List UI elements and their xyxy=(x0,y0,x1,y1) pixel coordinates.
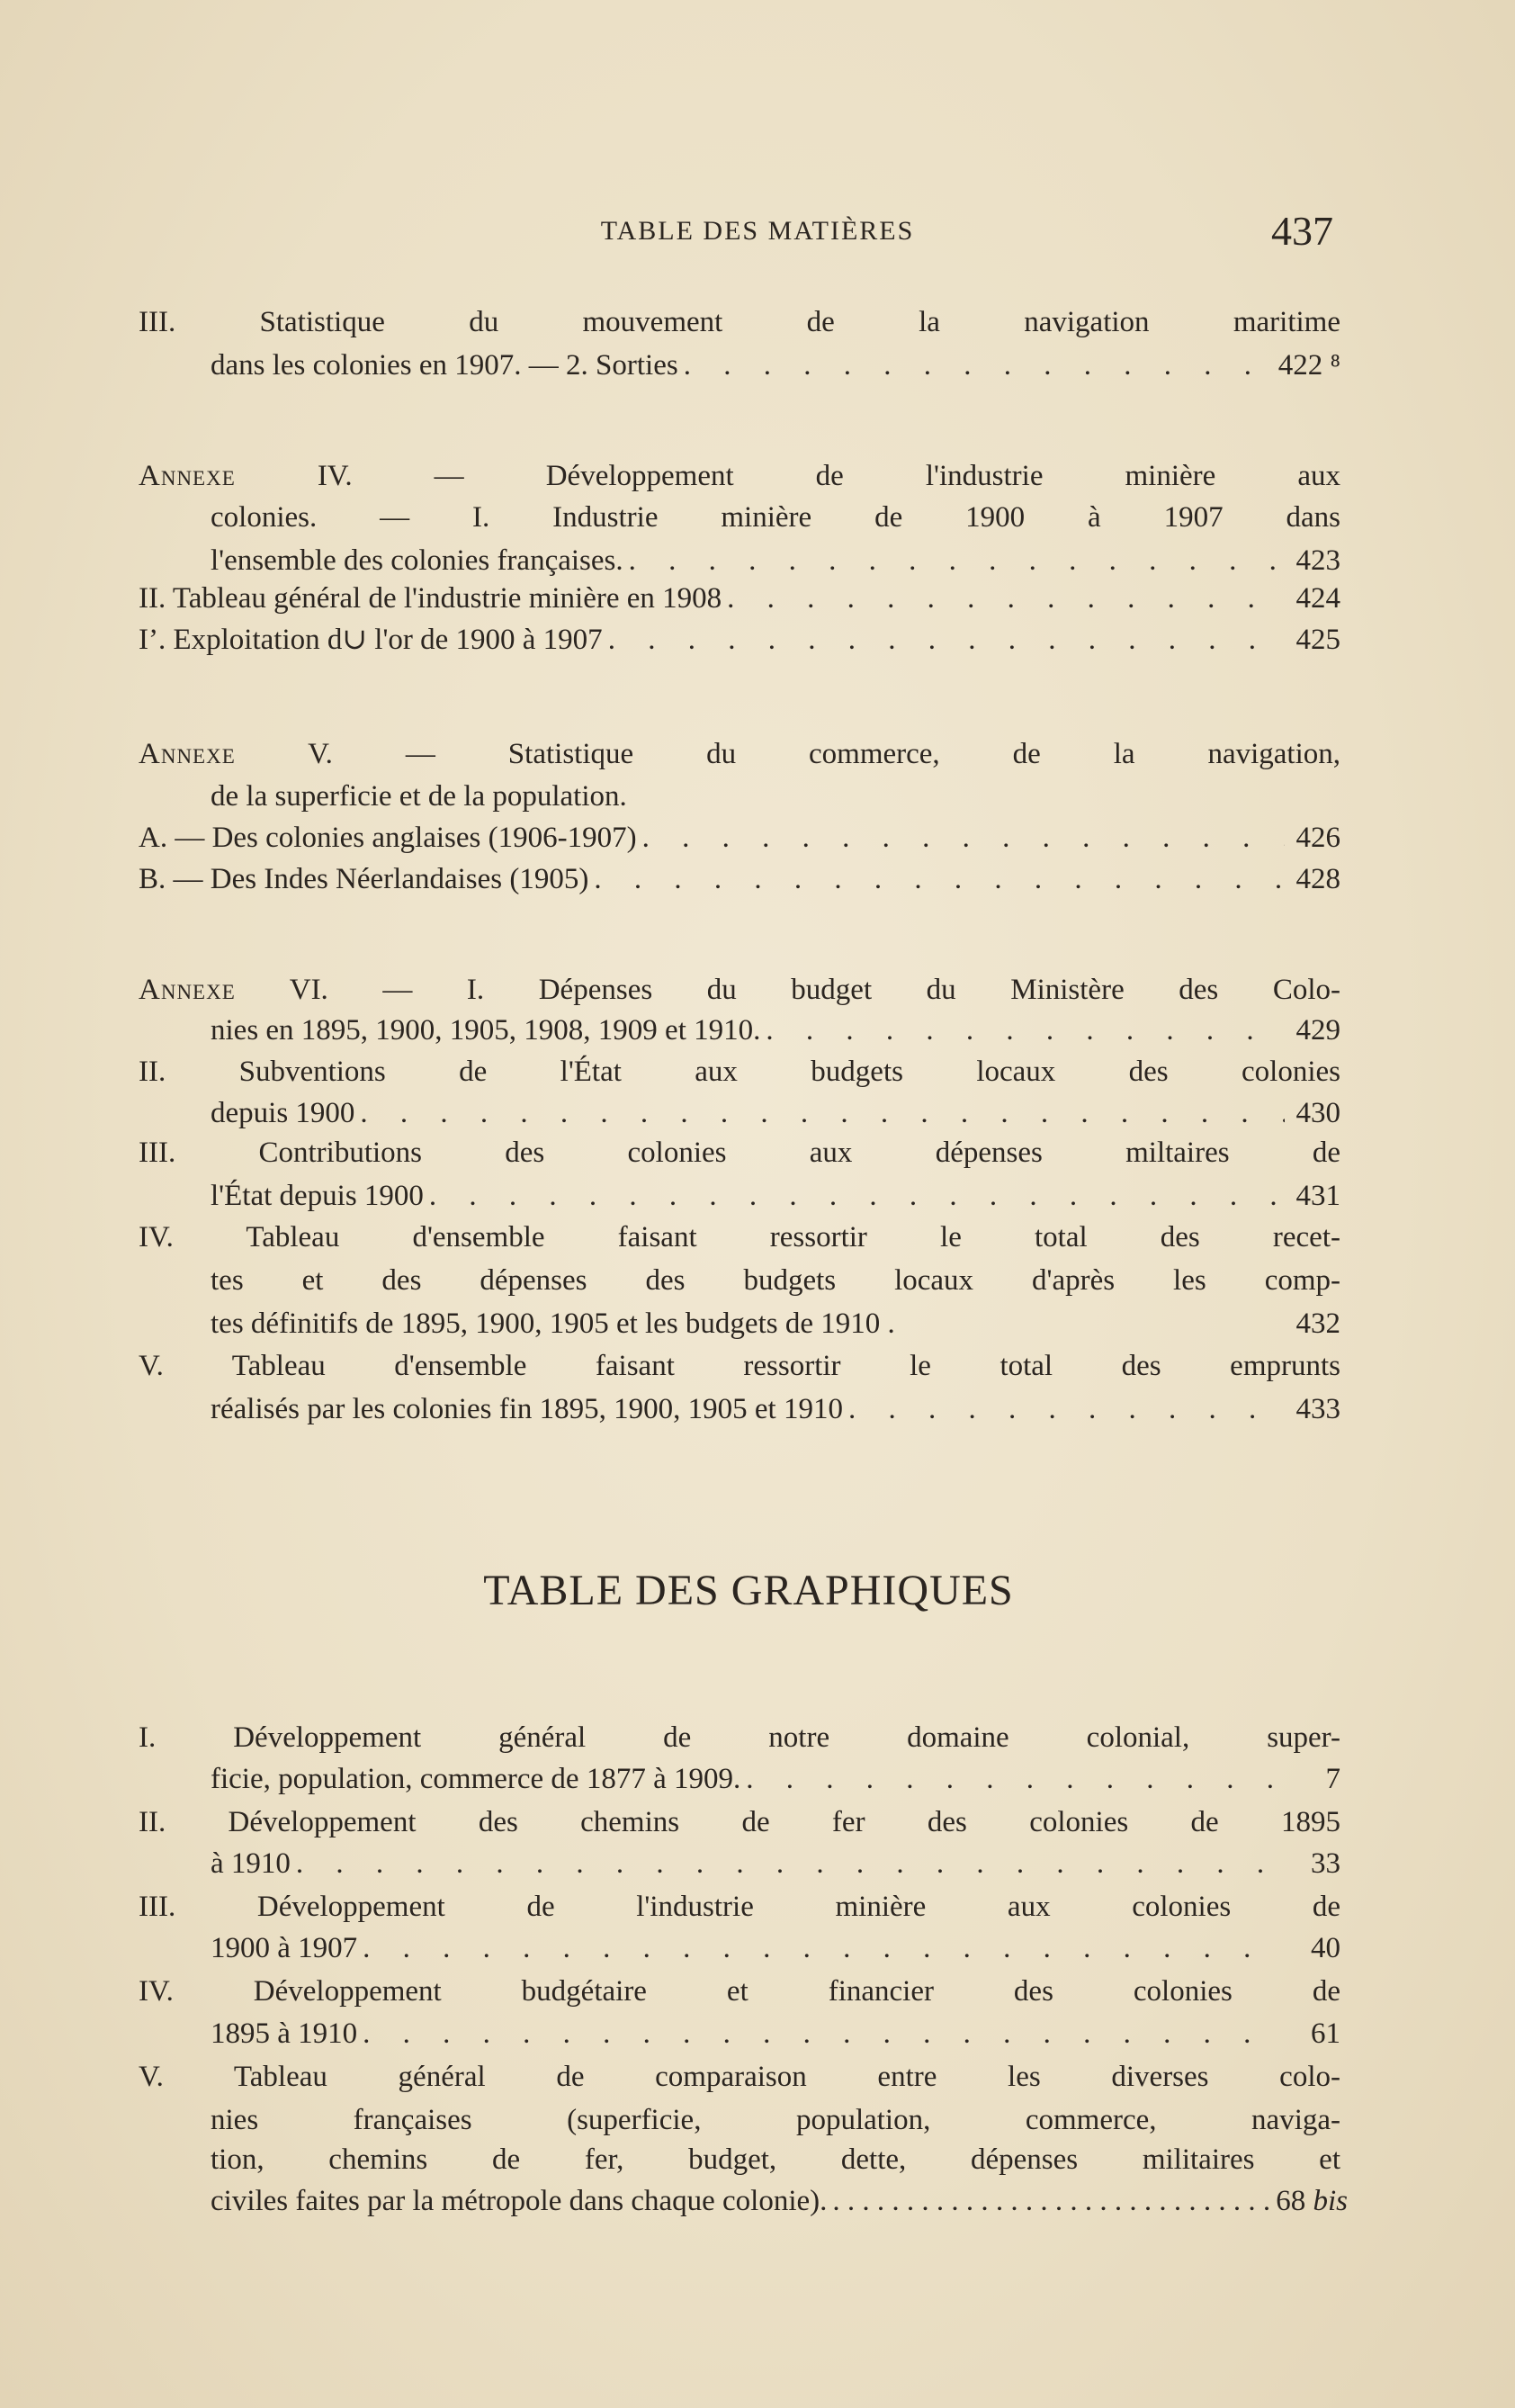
section-heading: TABLE DES GRAPHIQUES xyxy=(483,1567,1014,1614)
toc-entry xyxy=(211,1095,1340,1131)
dot-leader xyxy=(848,1391,1285,1427)
toc-line: nies françaises (superficie, population, commerce, naviga- xyxy=(211,2104,1340,2136)
toc-line: de la superficie et de la population. xyxy=(211,780,627,813)
toc-text: V. — Statistique du commerce, de la navigation, xyxy=(308,738,1340,770)
toc-page: 61 xyxy=(1311,2017,1340,2050)
toc-line: II. Subventions de l'État aux budgets locaux des colonies xyxy=(139,1056,1340,1088)
toc-text: II. Tableau général de l'industrie minière en 1908 xyxy=(139,582,722,615)
dot-leader xyxy=(360,1095,1285,1131)
toc-page: 422 ⁸ xyxy=(1277,349,1340,382)
toc-entry xyxy=(139,622,1340,658)
toc-text: I’. Exploitation d∪ l'or de 1900 à 1907 xyxy=(139,624,603,656)
toc-page: 429 xyxy=(1295,1014,1340,1047)
running-header: TABLE DES MATIÈRES xyxy=(600,216,915,246)
toc-text: depuis 1900 xyxy=(211,1097,355,1129)
toc-text: à 1910 xyxy=(211,1847,291,1880)
toc-entry xyxy=(211,1761,1340,1797)
toc-page: 7 xyxy=(1325,1763,1340,1795)
dot-leader xyxy=(642,820,1285,856)
toc-line: IV. Tableau d'ensemble faisant ressortir le total des recet- xyxy=(139,1221,1340,1253)
annexe-label: Annexe xyxy=(139,738,236,770)
toc-entry xyxy=(211,1012,1340,1048)
toc-line xyxy=(139,458,1340,494)
dot-leader xyxy=(296,1846,1285,1882)
toc-line: II. Développement des chemins de fer des colonies de 1895 xyxy=(139,1806,1340,1838)
dot-leader xyxy=(363,1930,1285,1966)
dot-leader xyxy=(727,580,1285,616)
dot-leader xyxy=(684,347,1273,383)
toc-line: V. Tableau général de comparaison entre les diverses colo- xyxy=(139,2061,1340,2093)
toc-text: B. — Des Indes Néerlandaises (1905) xyxy=(139,863,589,895)
toc-entry xyxy=(211,2183,1348,2219)
toc-entry xyxy=(211,1178,1340,1214)
toc-entry xyxy=(139,861,1340,897)
toc-line: tes et des dépenses des budgets locaux d'après les comp- xyxy=(211,1264,1340,1297)
dot-leader xyxy=(766,1012,1285,1048)
dot-leader xyxy=(746,1761,1285,1797)
toc-page: 430 xyxy=(1295,1097,1340,1129)
toc-entry xyxy=(211,1391,1340,1427)
toc-text: ficie, population, commerce de 1877 à 1909. xyxy=(211,1763,741,1795)
toc-text: dans les colonies en 1907. — 2. Sorties xyxy=(211,349,678,382)
toc-text: l'État depuis 1900 xyxy=(211,1180,424,1212)
toc-text: civiles faites par la métropole dans chaque colonie). xyxy=(211,2185,828,2217)
toc-entry xyxy=(211,1306,1340,1342)
toc-line: I. Développement général de notre domaine colonial, super- xyxy=(139,1721,1340,1754)
toc-text: l'ensemble des colonies françaises. xyxy=(211,544,623,577)
dot-leader xyxy=(608,622,1285,658)
toc-line xyxy=(139,972,1340,1008)
toc-entry xyxy=(211,2016,1340,2052)
toc-page: 33 xyxy=(1311,1847,1340,1880)
toc-entry xyxy=(139,580,1340,616)
annexe-label: Annexe xyxy=(139,460,236,492)
toc-entry xyxy=(211,1846,1340,1882)
toc-page: 431 xyxy=(1295,1180,1340,1212)
toc-line: III. Statistique du mouvement de la navigation maritime xyxy=(139,306,1340,338)
toc-entry xyxy=(211,347,1340,383)
toc-page xyxy=(1276,2183,1348,2219)
dot-leader xyxy=(429,1178,1285,1214)
page-number-value: 68 xyxy=(1276,2185,1306,2217)
toc-page: 425 xyxy=(1295,624,1340,656)
toc-page: 40 xyxy=(1311,1932,1340,1964)
toc-page: 426 xyxy=(1295,822,1340,854)
toc-text: A. — Des colonies anglaises (1906-1907) xyxy=(139,822,637,854)
toc-entry xyxy=(211,543,1340,579)
page-number: 437 xyxy=(1271,208,1333,254)
toc-page: 423 xyxy=(1295,544,1340,577)
toc-entry xyxy=(139,820,1340,856)
toc-line: III. Développement de l'industrie minière aux colonies de xyxy=(139,1891,1340,1923)
dot-leader xyxy=(629,543,1285,579)
toc-line: tion, chemins de fer, budget, dette, dépenses militaires et xyxy=(211,2143,1340,2176)
toc-text: réalisés par les colonies fin 1895, 1900, 1905 et 1910 xyxy=(211,1393,843,1425)
toc-line: V. Tableau d'ensemble faisant ressortir le total des emprunts xyxy=(139,1350,1340,1382)
toc-text: 1895 à 1910 xyxy=(211,2017,358,2050)
toc-text: nies en 1895, 1900, 1905, 1908, 1909 et 1910. xyxy=(211,1014,761,1047)
annexe-label: Annexe xyxy=(139,974,236,1006)
toc-text: tes définitifs de 1895, 1900, 1905 et les budgets de 1910 . xyxy=(211,1307,895,1340)
toc-page: 424 xyxy=(1295,582,1340,615)
toc-line: III. Contributions des colonies aux dépenses miltaires de xyxy=(139,1137,1340,1169)
toc-page: 433 xyxy=(1295,1393,1340,1425)
toc-text: IV. — Développement de l'industrie minière aux xyxy=(317,460,1340,492)
dot-leader xyxy=(363,2016,1285,2052)
dot-leader xyxy=(594,861,1285,897)
toc-entry xyxy=(211,1930,1340,1966)
toc-line: colonies. — I. Industrie minière de 1900 à 1907 dans xyxy=(211,501,1340,534)
toc-page: 432 xyxy=(1295,1307,1340,1340)
page-suffix: bis xyxy=(1313,2185,1348,2217)
dot-leader xyxy=(832,2183,1270,2219)
toc-line: IV. Développement budgétaire et financier des colonies de xyxy=(139,1975,1340,2008)
toc-text: 1900 à 1907 xyxy=(211,1932,358,1964)
toc-line xyxy=(139,736,1340,772)
toc-text: VI. — I. Dépenses du budget du Ministère des Colo- xyxy=(289,974,1340,1006)
toc-page: 428 xyxy=(1295,863,1340,895)
